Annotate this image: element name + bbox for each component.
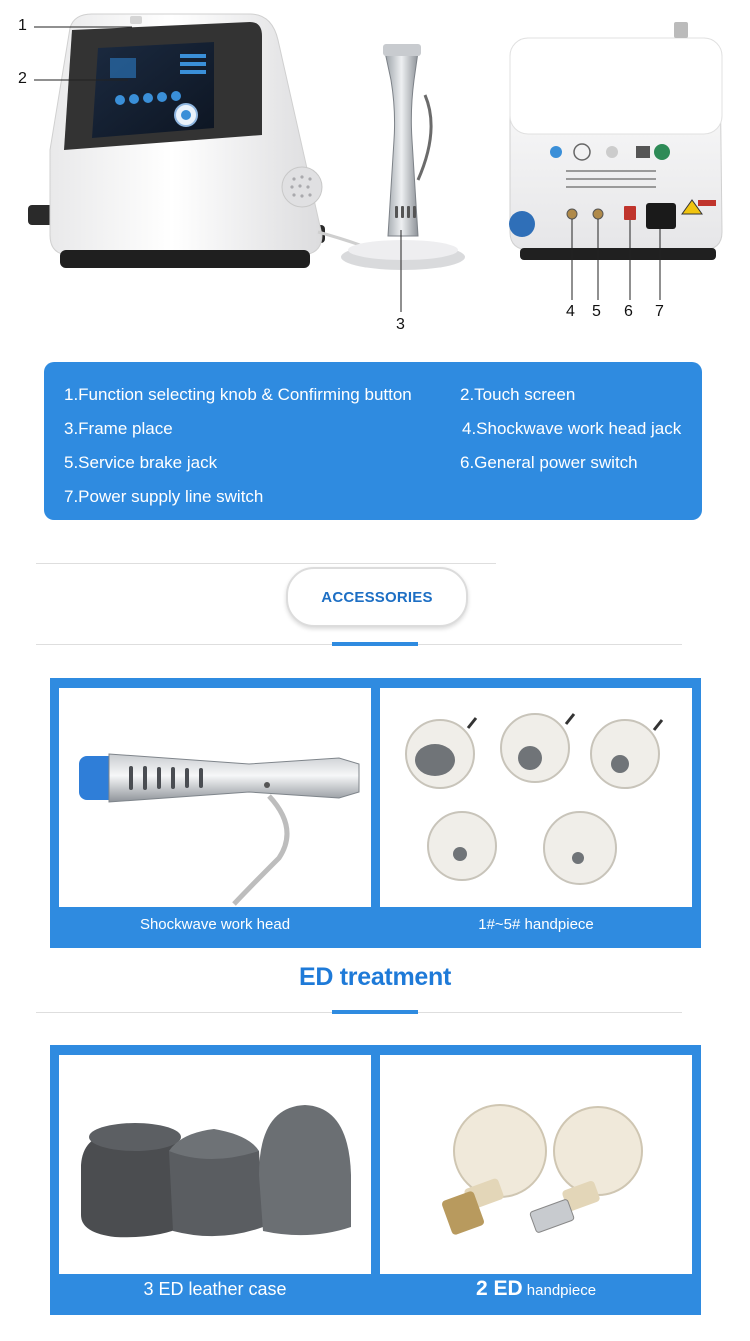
callout-5: 5	[592, 303, 601, 320]
callout-3: 3	[396, 316, 405, 333]
legend-item-7: 7.Power supply line switch	[64, 487, 264, 506]
legend-item-6: 6.General power switch	[460, 453, 638, 472]
callout-4: 4	[566, 303, 575, 320]
leather-case-icon	[59, 1055, 371, 1274]
legend-item-4: 4.Shockwave work head jack	[462, 419, 682, 438]
product-figure	[0, 0, 750, 345]
leather-case-tile	[59, 1055, 371, 1274]
work-head-tile	[59, 688, 371, 907]
power-switch	[624, 206, 636, 220]
power-inlet	[646, 203, 676, 229]
work-head-jack	[567, 209, 577, 219]
ed-handpiece-tile	[380, 1055, 692, 1274]
handpiece-set-tile	[380, 688, 692, 907]
caption-ed-handpiece	[380, 1277, 692, 1301]
parts-legend	[44, 362, 702, 520]
callout-6: 6	[624, 303, 633, 320]
caption-leather-case: 3 ED leather case	[143, 1279, 287, 1299]
service-brake-jack	[593, 209, 603, 219]
callout-1: 1	[18, 17, 27, 34]
accessories-heading: ACCESSORIES	[286, 567, 468, 627]
handpiece-set-icon	[380, 688, 692, 907]
ed-treatment-heading: ED treatment	[299, 963, 451, 991]
legend-item-5: 5.Service brake jack	[64, 453, 218, 472]
legend-item-1: 1.Function selecting knob & Confirming button	[64, 385, 412, 404]
accessories-grid	[50, 678, 701, 948]
caption-handpiece-set: 1#~5# handpiece	[478, 916, 594, 933]
device-illustration	[0, 0, 750, 345]
caption-ed-strong: 2 ED	[475, 1277, 523, 1300]
callout-7: 7	[655, 303, 664, 320]
legend-item-2: 2.Touch screen	[460, 385, 576, 404]
faint-divider	[36, 563, 496, 564]
ed-grid	[50, 1045, 701, 1315]
legend-item-3: 3.Frame place	[64, 419, 173, 438]
caption-work-head: Shockwave work head	[139, 916, 291, 933]
qc-pass-badge	[509, 211, 535, 237]
ed-handpiece-icon	[380, 1055, 692, 1274]
caption-ed-rest: handpiece	[522, 1282, 597, 1299]
section-accent-bar	[332, 642, 418, 646]
shockwave-work-head-icon	[59, 688, 371, 907]
callout-2: 2	[18, 70, 27, 87]
ed-accent-bar	[332, 1010, 418, 1014]
